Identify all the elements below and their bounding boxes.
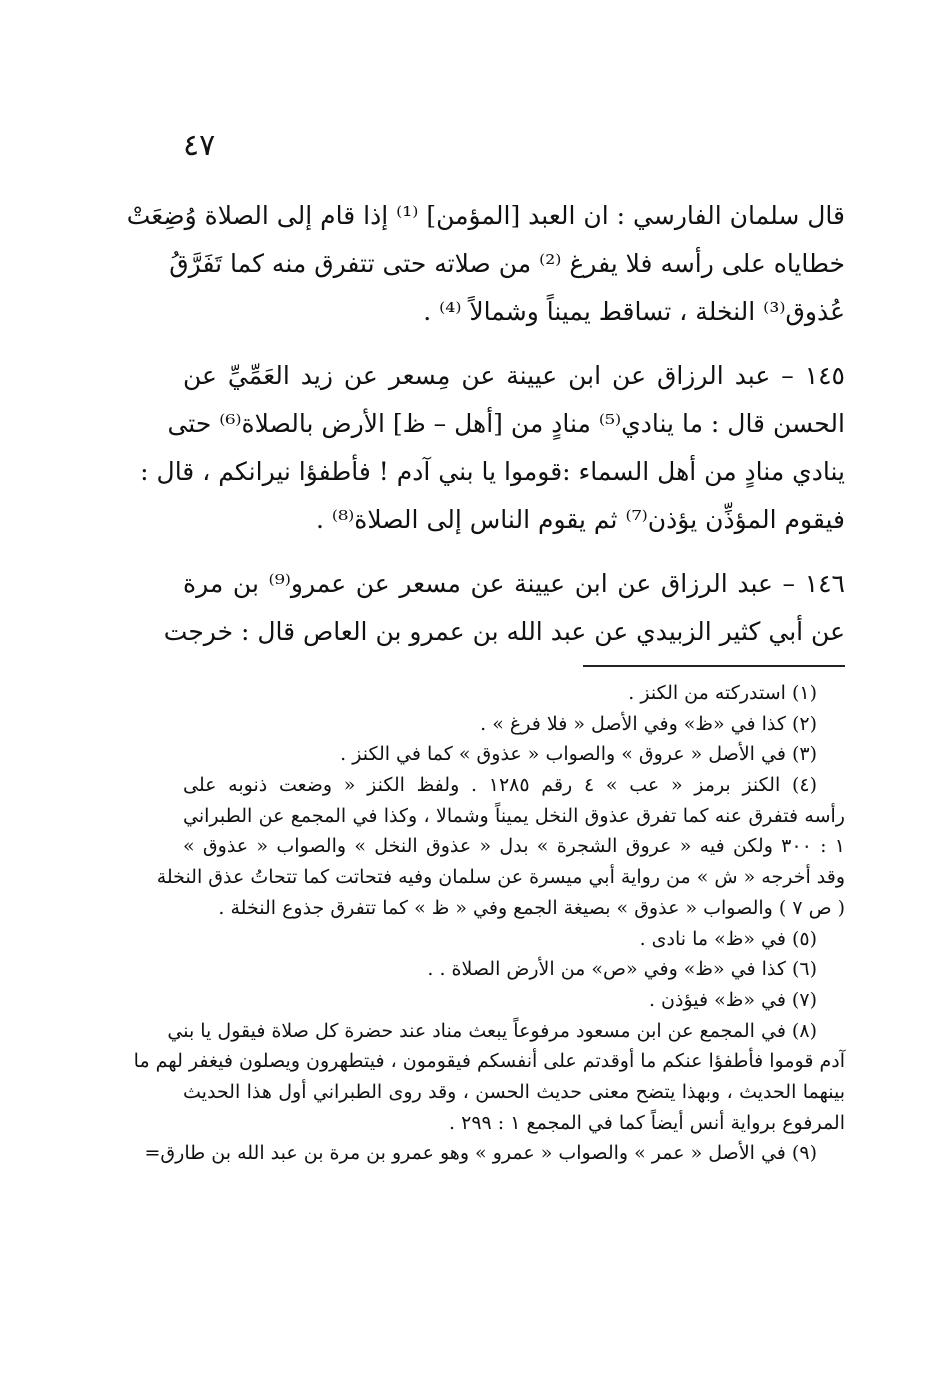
footnote-4-line: ( ص ٧ ) والصواب « عذوق » بصيغة الجمع وفي « ظ » كما تتفرق جذوع النخلة . [218, 896, 845, 919]
footnote-8-line: المرفوع برواية أنس أيضاً كما في المجمع ١ : ٢٩٩ . [449, 1111, 845, 1134]
footnote-4-line: (٤) الكنز برمز « عب » ٤ رقم ١٢٨٥ . ولفظ الكنز « وضعت ذنوبه على [183, 774, 817, 797]
paragraph-salman [126, 192, 845, 336]
footnote-6: (٦) كذا في «ظ» وفي «ص» من الأرض الصلاة . . [427, 958, 817, 981]
text-line: قال سلمان الفارسي : ان العبد [المؤمن] ⁽¹⁾ إذا قام إلى الصلاة وُضِعَتْ [126, 201, 845, 230]
footnote-5: (٥) في «ظ» ما نادى . [639, 927, 817, 950]
footnote-9: (٩) في الأصل « عمر » والصواب « عمرو » وهو عمرو بن مرة بن عبد الله بن طارق= [144, 1142, 817, 1165]
footnote-8-line: آدم قوموا فأطفؤا عنكم ما أوقدتم على أنفسكم فيقومون ، فيتطهرون ويصلون فيغفر لهم ما [133, 1050, 845, 1073]
footnote-8-line: بينهما الحديث ، وبهذا يتضح معنى حديث الحسن ، وقد روى الطبراني أول هذا الحديث [183, 1080, 845, 1103]
text-line: عن أبي كثير الزبيدي عن عبد الله بن عمرو بن العاص قال : خرجت [163, 617, 845, 646]
footnote-4-line: وقد أخرجه « ش » من رواية أبي ميسرة عن سلمان وفيه فتحاتت كما تتحاتُ عذق النخلة [156, 866, 845, 889]
footnotes [133, 678, 845, 1169]
text-line: ١٤٥ – عبد الرزاق عن ابن عيينة عن مِسعر عن زيد العَمِّيِّ عن [183, 361, 845, 390]
text-line: الحسن قال : ما ينادي⁽⁵⁾ منادٍ من [أهل – ظ] الأرض بالصلاة⁽⁶⁾ حتى [167, 409, 845, 438]
text-line: ينادي منادٍ من أهل السماء :قوموا يا بني آدم ! فأطفؤا نيرانكم ، قال : [140, 457, 845, 486]
footnote-8-line: (٨) في المجمع عن ابن مسعود مرفوعاً يبعث مناد عند حضرة كل صلاة فيقول يا بني [167, 1019, 817, 1042]
footnote-divider [583, 665, 845, 667]
page-number: ٤٧ [183, 128, 216, 163]
hadith-146 [163, 560, 845, 656]
footnote-2: (٢) كذا في «ظ» وفي الأصل « فلا فرغ » . [480, 712, 817, 735]
text-line: خطاياه على رأسه فلا يفرغ ⁽²⁾ من صلاته حتى تتفرق منه كما تَفَرَّقُ [169, 249, 845, 278]
footnote-7: (٧) في «ظ» فيؤذن . [648, 988, 817, 1011]
footnote-4-line: رأسه فتفرق عنه كما تفرق عذوق النخل يميناً وشمالا ، وكذا في المجمع عن الطبراني [183, 804, 845, 827]
footnote-3: (٣) في الأصل « عروق » والصواب « عذوق » كما في الكنز . [340, 743, 817, 766]
text-line: ١٤٦ – عبد الرزاق عن ابن عيينة عن مسعر عن عمرو⁽⁹⁾ بن مرة [183, 569, 845, 598]
hadith-145 [140, 352, 845, 544]
footnote-1: (١) استدركته من الكنز . [628, 682, 817, 704]
text-line: عُذوق⁽³⁾ النخلة ، تساقط يميناً وشمالاً ⁽⁴⁾ . [423, 297, 845, 326]
footnote-4-line: ١ : ٣٠٠ ولكن فيه « عروق الشجرة » بدل « عذوق النخل » والصواب « عذوق » [183, 835, 845, 858]
text-line: فيقوم المؤذِّن يؤذن⁽⁷⁾ ثم يقوم الناس إلى الصلاة⁽⁸⁾ . [316, 505, 845, 534]
